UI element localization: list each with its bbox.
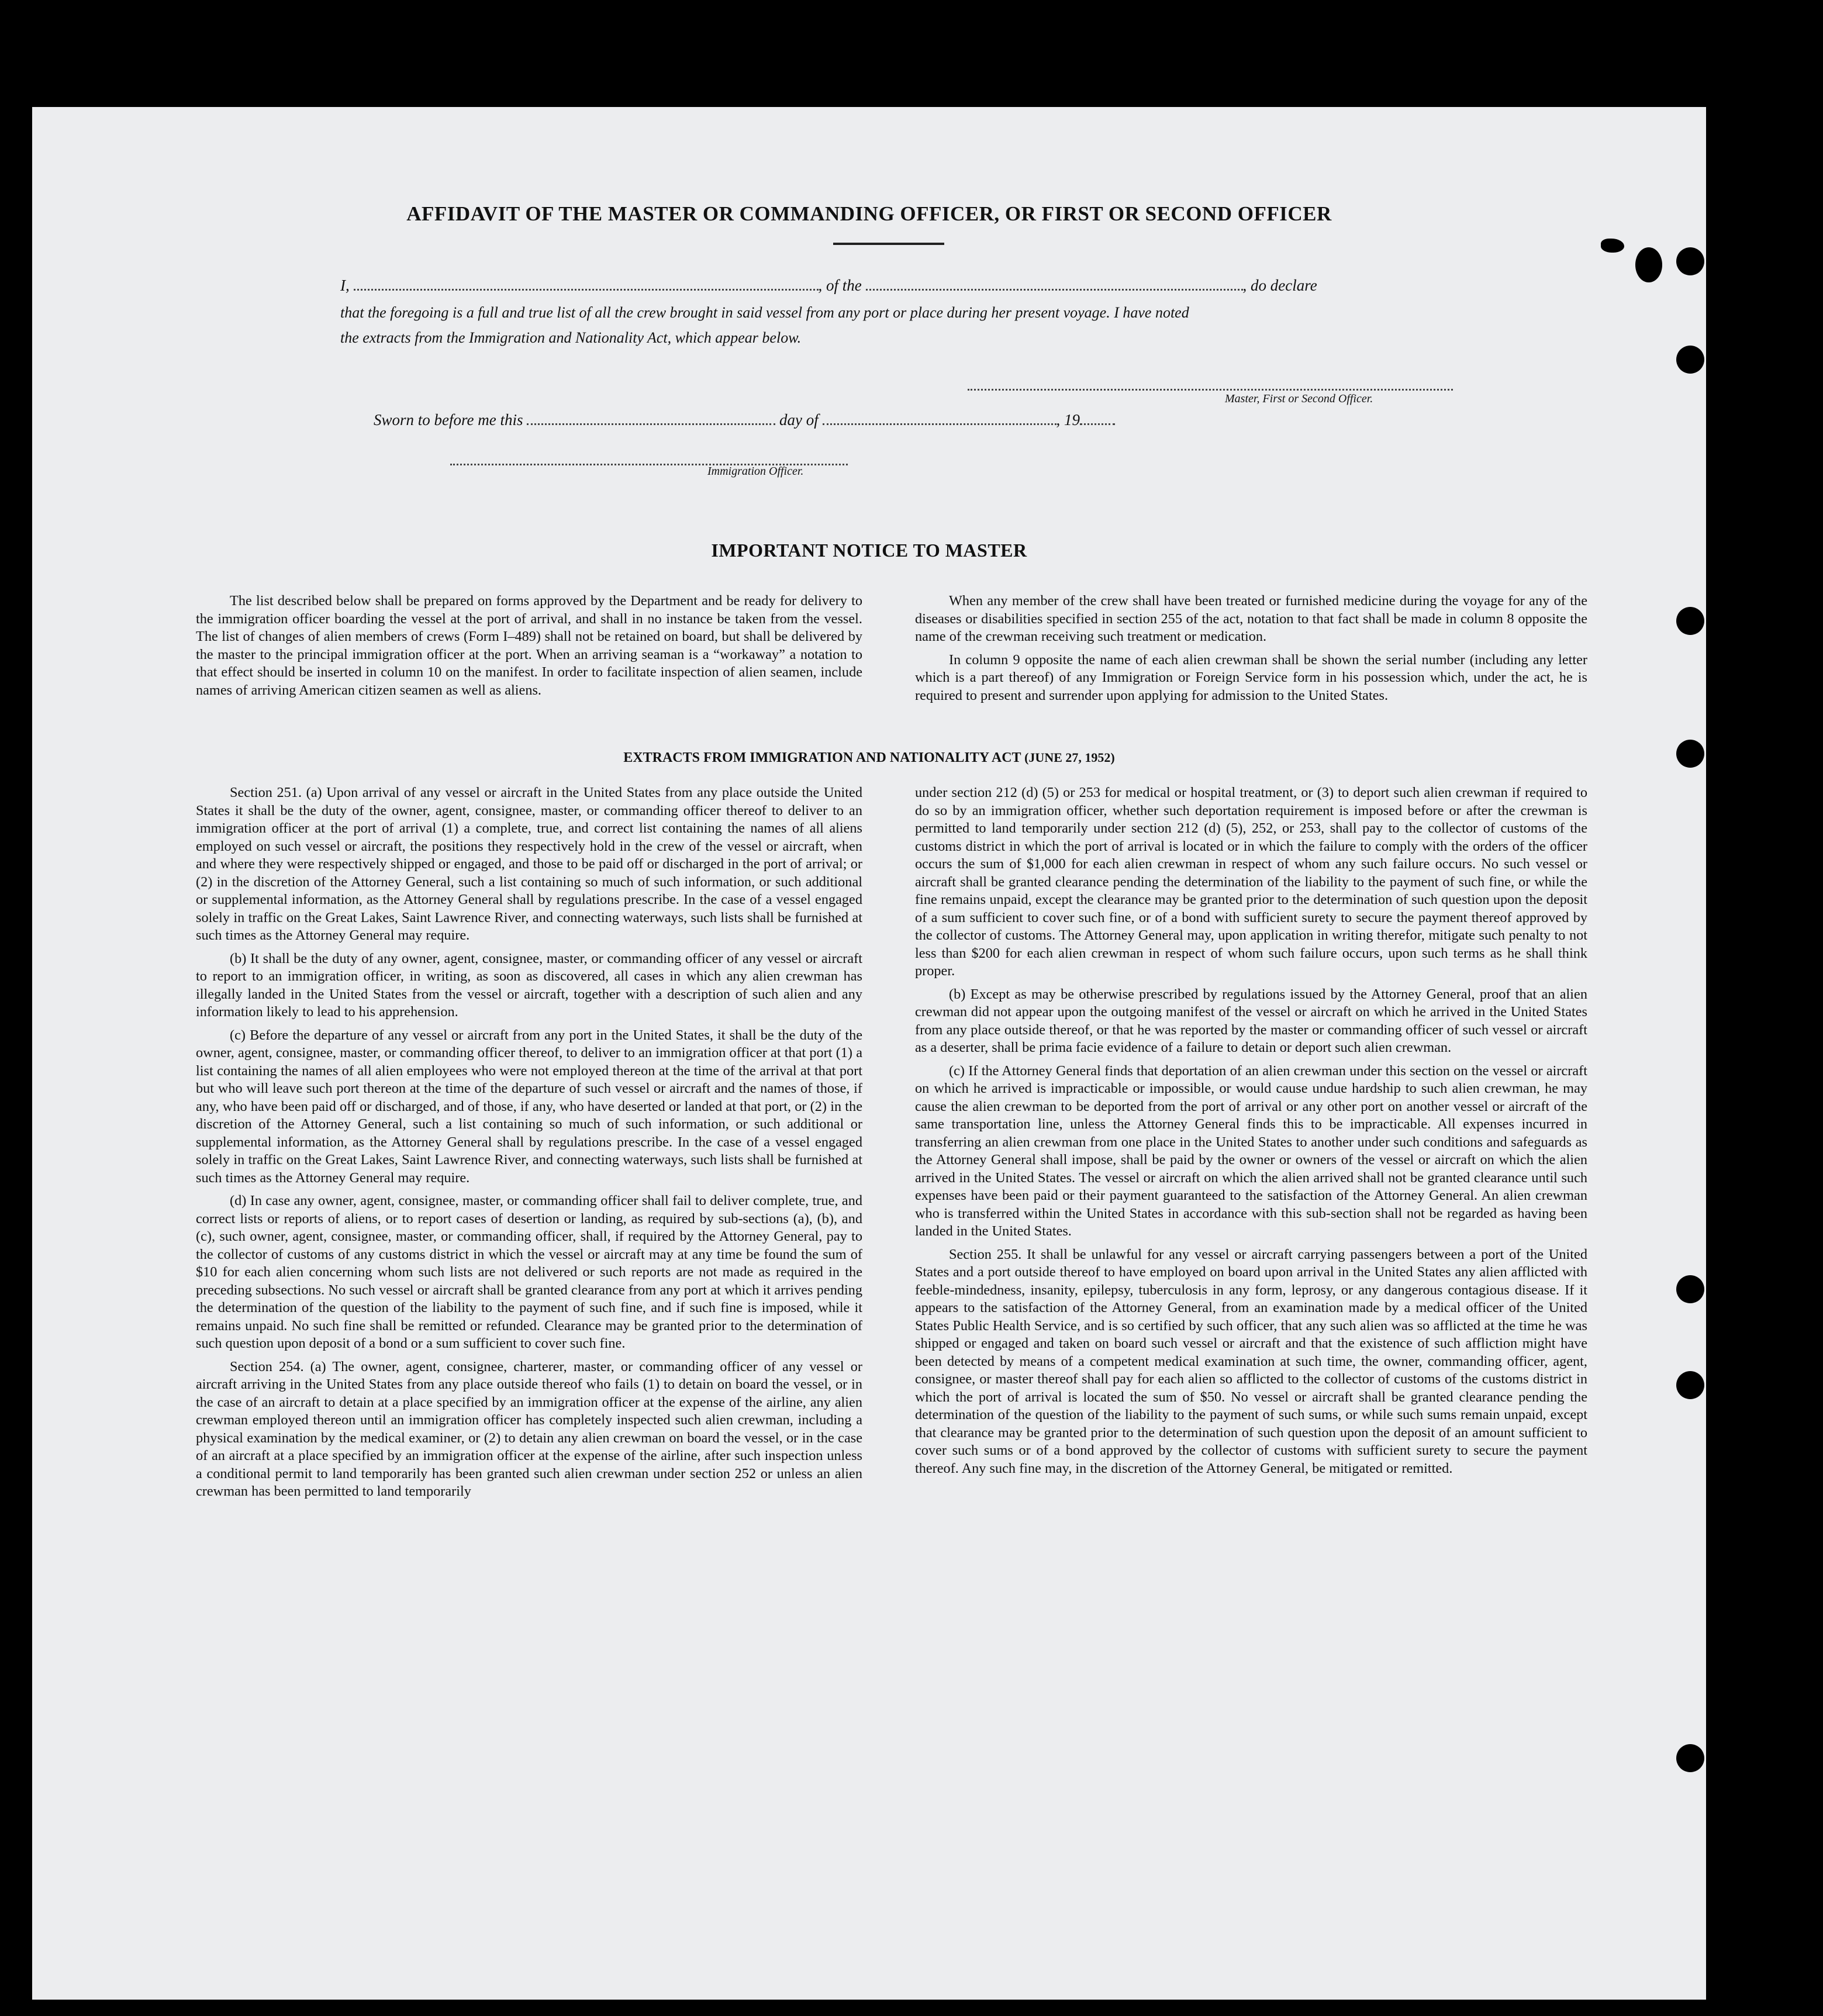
extracts-heading xyxy=(32,750,1706,766)
year-label: , 19 xyxy=(1056,411,1080,429)
officer-caption: Immigration Officer. xyxy=(707,465,804,478)
notice-left-column xyxy=(196,592,862,705)
vessel-name-field[interactable] xyxy=(866,277,1243,291)
punch-hole xyxy=(1676,1371,1704,1399)
section-254a-continued: under section 212 (d) (5) or 253 for medical or hospital treatment, or (3) to deport such alien crewman if required to do so by an immigration officer, whether such deportation requirement is imposed before or after the crewman is permitted to land temporarily under section 212 (d) (5), 252, or 253, shall pay to the collector of customs of the customs district in which the port of arrival is located or in which the failure to comply with the orders of the officer occurs the sum of $1,000 for each alien crewman in respect of whom any such failure occurs. No such vessel or aircraft shall be granted clearance pending the determination of the liability to the payment of such fine, or while the fine remains unpaid, except the clearance may be granted prior to the determination of such question upon the deposit of a sum sufficient to cover such fine, or of a bond with sufficient surety to secure the payment thereof approved by the collector of customs. The Attorney General may, upon application in writing therefor, mitigate such penalty to not less than $200 for each alien crewman in respect of whom such failure occurs, upon such terms as he shall think proper. xyxy=(915,785,1587,979)
section-254a: Section 254. (a) The owner, agent, consignee, charterer, master, or commanding officer of any vessel or aircraft arriving in the United States from any place outside thereof who fails (1) to detain on board the vessel, or in the case of an aircraft to detain at a place specified by an immigration officer at the expense of the airline, any alien crewman employed thereon until an immigration officer has completely inspected such alien crewman, including a physical examination by the medical examiner, or (2) to detain any alien crewman on board the vessel, or in the case of an aircraft at a place specified by an immigration officer at the expense of the airline, after such inspection unless a conditional permit to land temporarily has been granted such alien crewman under section 252 or unless an alien crewman has been permitted to land temporarily xyxy=(196,1358,862,1499)
section-251d: (d) In case any owner, agent, consignee, master, or commanding officer shall fail to deliver complete, true, and correct lists or reports of aliens, or to report cases of desertion or landing, as required by sub-sections (a), (b), and (c), such owner, agent, consignee, master, or commanding officer, shall, if required by the Attorney General, pay to the collector of customs of any customs district in which the vessel or aircraft may at any time be found the sum of $10 for each alien concerning whom such lists are not delivered or such reports are not made as required in the preceding subsections. No such vessel or aircraft shall be granted clearance from any port at which it arrives pending the determination of the question of the liability to the payment of such fine, and if such fine is imposed, while it remains unpaid. No such fine shall be remitted or refunded. Clearance may be granted prior to the determination of such question upon deposit of a bond or a sum sufficient to cover such fine. xyxy=(196,1193,862,1351)
notice-left-paragraph: The list described below shall be prepared on forms approved by the Department and be ready for delivery to the immigration officer boarding the vessel at the port of arrival, and shall in no instance be taken from the vessel. The list of changes of alien members of crews (Form I–489) shall not be retained on board, but shall be delivered by the master to the principal immigration officer at the port. When an arriving seaman is a “workaway” a notation to that effect should be inserted in column 10 on the manifest. In order to facilitate inspection of alien seamen, include names of arriving American citizen seamen as well as aliens. xyxy=(196,593,862,698)
signature-caption: Master, First or Second Officer. xyxy=(1225,392,1373,405)
immigration-officer-signature-field[interactable] xyxy=(450,452,848,465)
master-signature-field[interactable] xyxy=(968,377,1453,391)
section-254b: (b) Except as may be otherwise prescribed by regulations issued by the Attorney General, proof that an alien crewman did not appear upon the outgoing manifest of the vessel or aircraft on which he arrived in the United States from any place outside thereof, or that he was reported by the master or commanding officer of such vessel or aircraft as a deserter, shall be prima facie evidence of a failure to detain or deport such alien crewman. xyxy=(915,986,1587,1055)
notice-right-column xyxy=(915,592,1587,710)
notice-title: IMPORTANT NOTICE TO MASTER xyxy=(711,540,1027,561)
i-label: I, xyxy=(340,277,350,294)
extracts-title: EXTRACTS FROM IMMIGRATION AND NATIONALITY ACT xyxy=(623,750,1021,765)
section-251a: Section 251. (a) Upon arrival of any vessel or aircraft in the United States from any place outside the United States it shall be the duty of the owner, agent, consignee, master, or commanding officer thereof to deliver to an immigration officer at the port of arrival (1) a complete, true, and correct list containing the names of all aliens employed on such vessel or aircraft, the positions they respectively hold in the crew of the vessel or aircraft, when and where they were respectively shipped or engaged, and those to be paid off or discharged in the port of arrival; or (2) in the discretion of the Attorney General, such a list containing so much of such information, or such additional or supplemental information, as the Attorney General shall by regulations prescribe. In the case of a vessel engaged solely in traffic on the Great Lakes, Saint Lawrence River, and connecting waterways, such lists shall be furnished at such times as the Attorney General may require. xyxy=(196,785,862,943)
sworn-month-field[interactable] xyxy=(823,412,1056,425)
section-254c: (c) If the Attorney General finds that deportation of an alien crewman under this section on the vessel or aircraft on which he arrived is impracticable or impossible, or would cause undue hardship to such alien crewman, he may cause the alien crewman to be deported from the port of arrival or any other port on another vessel or aircraft of the same transportation line, unless the Attorney General finds this to be impracticable. All expenses incurred in transferring an alien crewman from one place in the United States to another under such conditions and safeguards as the Attorney General shall impose, shall be paid by the owner or owners of the vessel or aircraft on which the alien arrived in the United States. The vessel or aircraft on which the alien arrived shall not be granted clearance until such expenses have been paid or their payment guaranteed to the satisfaction of the Attorney General. An alien crewman who is transferred within the United States in accordance with this sub-section shall not be regarded as having been landed in the United States. xyxy=(915,1062,1587,1239)
section-251c: (c) Before the departure of any vessel or aircraft from any port in the United States, it shall be the duty of the owner, agent, consignee, master, or commanding officer thereof, to deliver to an immigration officer at that port (1) a list containing the names of all alien employees who were not employed thereon at the time of the arrival at that port but who will leave such port thereon at the time of the departure of such vessel or aircraft and the names of those, if any, who have been paid off or discharged, and of those, if any, who have deserted or landed at that port, or (2) in the discretion of the Attorney General, such a list containing so much of such information, or such additional or supplemental information, as the Attorney General shall by regulations prescribe. In the case of a vessel engaged solely in traffic on the Great Lakes, Saint Lawrence River, and connecting waterways, such lists shall be furnished at such times as the Attorney General may require. xyxy=(196,1027,862,1186)
section-251b: (b) It shall be the duty of any owner, agent, consignee, master, or commanding officer of any vessel or aircraft to report to an immigration officer, in writing, as soon as discovered, all cases in which any alien crewman has illegally landed in the United States from the vessel or aircraft, together with a description of such alien and any information likely to lead to his apprehension. xyxy=(196,950,862,1020)
punch-hole xyxy=(1676,1744,1704,1772)
ink-smudge xyxy=(1601,239,1624,253)
document-page xyxy=(32,107,1706,2000)
punch-hole xyxy=(1676,346,1704,374)
declaration-line-2: the extracts from the Immigration and Nationality Act, which appear below. xyxy=(340,329,802,346)
title-rule xyxy=(833,243,944,245)
declarant-name-field[interactable] xyxy=(354,277,819,291)
notice-right-paragraph-1: When any member of the crew shall have been treated or furnished medicine during the voyage for any of the diseases or disabilities specified in section 255 of the act, notation to that fact shall be made in column 8 opposite the name of the crewman receiving such treatment or medication. xyxy=(915,593,1587,644)
extracts-left-column xyxy=(196,784,862,1506)
ink-smudge xyxy=(1635,247,1662,282)
day-of-label: day of xyxy=(779,411,819,429)
sworn-label: Sworn to before me this xyxy=(374,411,523,429)
of-the-label: , of the xyxy=(818,277,862,294)
notice-right-paragraph-2: In column 9 opposite the name of each alien crewman shall be shown the serial number (including any letter which is a part thereof) of any Immigration or Foreign Service form in his possession which, under the act, he is required to present and surrender upon applying for admission to the United States. xyxy=(915,651,1587,703)
section-255: Section 255. It shall be unlawful for any vessel or aircraft carrying passengers between a port of the United States and a port outside thereof to have employed on board upon arrival in the United States any alien afflicted with feeble-mindedness, insanity, epilepsy, tuberculosis in any form, leprosy, or any dangerous contagious disease. If it appears to the satisfaction of the Attorney General, from an examination made by a medical officer of the United States Public Health Service, and is so certified by such officer, that any such alien was so afflicted at the time he was shipped or engaged and taken on board such vessel or aircraft and that the existence of such affliction might have been detected by means of a competent medical examination at such time, the owner, commanding officer, agent, consignee, or master thereof shall pay for each alien so afflicted to the collector of customs of the customs district in which the port of arrival is located the sum of $50. No vessel or aircraft shall be granted clearance pending the determination of the question of the liability to the payment of such sums, or while such sums remain unpaid, except that clearance may be granted prior to the determination of such question upon the deposit of an amount sufficient to cover such sums or of a bond approved by the collector of customs with sufficient surety to secure the payment thereof. Any such fine may, in the discretion of the Attorney General, be mitigated or remitted. xyxy=(915,1246,1587,1476)
do-declare-label: , do declare xyxy=(1242,277,1317,294)
punch-hole xyxy=(1676,247,1704,275)
sworn-day-field[interactable] xyxy=(527,412,775,425)
punch-hole xyxy=(1676,1275,1704,1303)
sworn-line xyxy=(374,411,1115,429)
sworn-year-field[interactable] xyxy=(1080,412,1115,425)
punch-hole xyxy=(1676,607,1704,635)
affidavit-title: AFFIDAVIT OF THE MASTER OR COMMANDING OFFICER, OR FIRST OR SECOND OFFICER xyxy=(406,202,1332,225)
extracts-date: (JUNE 27, 1952) xyxy=(1024,750,1115,765)
extracts-right-column xyxy=(915,784,1587,1483)
declarant-line xyxy=(340,277,1317,295)
declaration-line-1: that the foregoing is a full and true list of all the crew brought in said vessel from any port or place during her present voyage. I have noted xyxy=(340,304,1189,321)
